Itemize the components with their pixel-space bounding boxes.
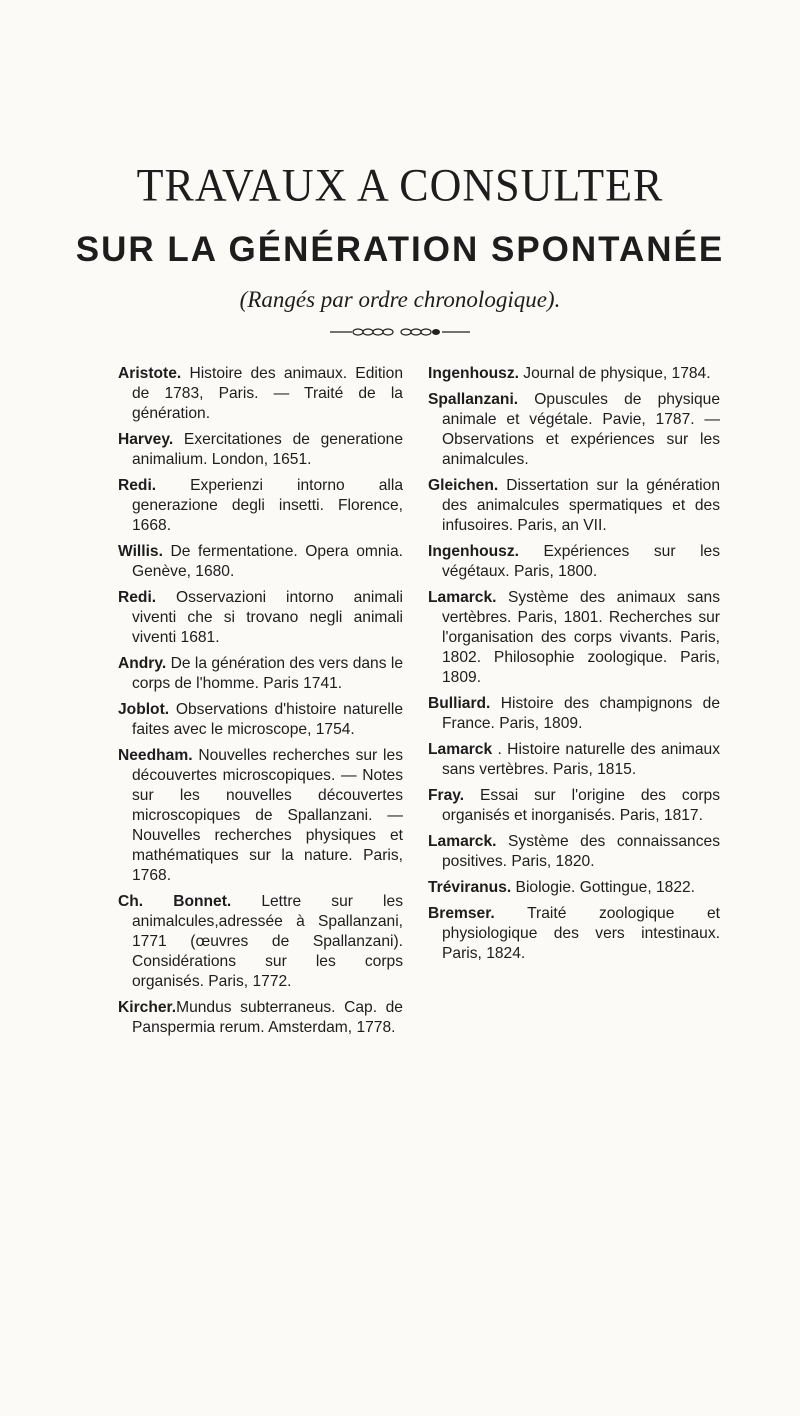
bibliography-entry [118, 654, 403, 694]
bibliography-entry [118, 542, 403, 582]
entry-author: Andry. [118, 655, 167, 672]
entry-text: Expériences sur les végétaux. Paris, 1800. [442, 543, 720, 580]
entry-text: Exercitationes de generatione animalium. London, 1651. [132, 431, 403, 468]
entry-author: Aristote. [118, 365, 182, 382]
entry-author: Bremser. [428, 905, 495, 922]
entry-text: Osservazioni intorno animali viventi che si trovano negli animali viventi 1681. [132, 589, 403, 646]
bibliography-entry [428, 832, 720, 872]
bibliography-entry [118, 588, 403, 648]
bibliography-entry [118, 364, 403, 424]
entry-text: Système des connaissances positives. Paris, 1820. [442, 833, 720, 870]
entry-text: Observations d'histoire naturelle faites avec le microscope, 1754. [132, 701, 403, 738]
entry-author: Redi. [118, 477, 157, 494]
bibliography-left-column [118, 364, 403, 1044]
entry-text: Traité zoologique et physiologique des vers intestinaux. Paris, 1824. [442, 905, 720, 962]
entry-text: Essai sur l'origine des corps organisés et inorganisés. Paris, 1817. [442, 787, 720, 824]
entry-text: Système des animaux sans vertèbres. Paris, 1801. Recherches sur l'organisation des corps vivants. Paris, 1802. Philosophie zoologique. Paris, 1809. [442, 589, 720, 686]
entry-text: Experienzi intorno alla generazione degli insetti. Florence, 1668. [132, 477, 403, 534]
bibliography-entry [118, 476, 403, 536]
entry-author: Ch. Bonnet. [118, 893, 232, 910]
page-title: TRAVAUX A CONSULTER [136, 159, 664, 212]
entry-text: Biologie. Gottingue, 1822. [511, 879, 696, 896]
entry-text: Journal de physique, 1784. [518, 365, 711, 382]
entry-author: Lamarck. [428, 589, 497, 606]
bibliography-entry [428, 740, 720, 780]
entry-text: . Histoire naturelle des animaux sans vertèbres. Paris, 1815. [442, 741, 720, 778]
bibliography-entry [428, 476, 720, 536]
bibliography-entry [428, 694, 720, 734]
bibliography-entry [118, 892, 403, 992]
bibliography-entry [428, 878, 720, 898]
entry-author: Willis. [118, 543, 163, 560]
entry-author: Spallanzani. [428, 391, 519, 408]
entry-author: Needham. [118, 747, 193, 764]
bibliography-entry [428, 390, 720, 470]
bibliography-entry [428, 542, 720, 582]
entry-text: Histoire des champignons de France. Paris, 1809. [442, 695, 720, 732]
entry-author: Harvey. [118, 431, 174, 448]
ornament-divider [330, 326, 470, 338]
entry-text: Mundus subterraneus. Cap. de Panspermia rerum. Amsterdam, 1778. [132, 999, 403, 1036]
entry-text: De fermentatione. Opera omnia. Genève, 1680. [132, 543, 403, 580]
entry-author: Bulliard. [428, 695, 491, 712]
entry-author: Kircher. [118, 999, 177, 1016]
entry-author: Ingenhousz. [428, 365, 519, 382]
entry-text: Dissertation sur la génération des animalcules spermatiques et des infusoires. Paris, an VII. [442, 477, 720, 534]
entry-text: De la génération des vers dans le corps de l'homme. Paris 1741. [132, 655, 403, 692]
bibliography-entry [428, 904, 720, 964]
entry-author: Lamarck [428, 741, 493, 758]
entry-text: Opuscules de physique animale et végétale. Pavie, 1787. — Observations et expériences sur les animalcules. [442, 391, 720, 468]
bibliography-entry [118, 998, 403, 1038]
entry-text: Nouvelles recherches sur les découvertes microscopiques. — Notes sur les nouvelles découvertes microscopiques de Spallanzani. — Nouvelles recherches physiques et mathématiques sur la nature. Paris, 1768. [132, 747, 403, 884]
bibliography-entry [428, 588, 720, 688]
entry-author: Lamarck. [428, 833, 497, 850]
entry-author: Gleichen. [428, 477, 499, 494]
bibliography-entry [118, 430, 403, 470]
entry-text: Histoire des animaux. Edition de 1783, Paris. — Traité de la génération. [132, 365, 403, 422]
bibliography-entry [118, 700, 403, 740]
bibliography-right-column [428, 364, 720, 970]
entry-author: Joblot. [118, 701, 170, 718]
entry-author: Ingenhousz. [428, 543, 519, 560]
entry-author: Tréviranus. [428, 879, 512, 896]
bibliography-entry [428, 364, 720, 384]
bibliography-entry [118, 746, 403, 886]
bibliography-entry [428, 786, 720, 826]
entry-author: Fray. [428, 787, 465, 804]
entry-text: Lettre sur les animalcules,adressée à Spallanzani, 1771 (œuvres de Spallanzani). Considérations sur les corps organisés. Paris, 1772. [132, 893, 403, 990]
entry-author: Redi. [118, 589, 157, 606]
ordering-note: (Rangés par ordre chronologique). [239, 287, 561, 312]
page-subtitle: SUR LA GÉNÉRATION SPONTANÉE [75, 230, 725, 269]
